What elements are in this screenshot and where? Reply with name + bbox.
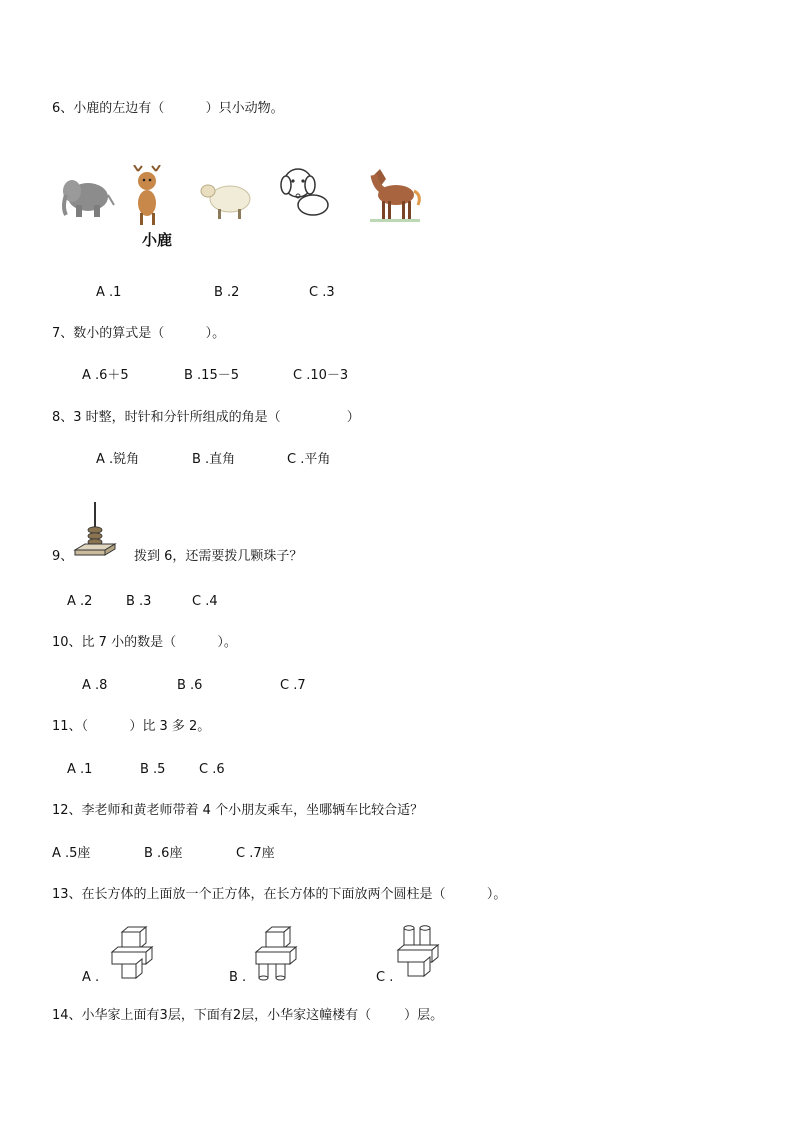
q9-option-b[interactable]: B .3 [126,594,152,609]
q7-option-a[interactable]: A .6＋5 [82,368,129,383]
q13-text: 13、在长方体的上面放一个正方体，在长方体的下面放两个圆柱是（ ）。 [52,887,507,902]
q6-option-c[interactable]: C .3 [309,285,335,300]
horse-icon [370,169,420,222]
elephant-icon [63,180,114,217]
q10-text: 10、比 7 小的数是（ ）。 [52,635,237,650]
sheep-icon [201,185,250,219]
dog-icon [281,169,328,215]
q8-option-c[interactable]: C .平角 [287,452,331,467]
q13-figure-c [396,922,446,982]
q13-figure-a [110,926,156,982]
deer-icon [134,165,160,225]
abacus-icon [72,500,118,558]
q13-option-a[interactable]: A . [82,970,100,985]
q12-option-b[interactable]: B .6座 [144,846,183,861]
q6-option-a[interactable]: A .1 [96,285,122,300]
q11-text: 11、（ ）比 3 多 2。 [52,719,211,734]
q11-option-a[interactable]: A .1 [67,762,93,777]
q9-text: 拨到 6，还需要拨几颗珠子？ [134,549,303,564]
q10-option-b[interactable]: B .6 [177,678,203,693]
q7-text: 7、数小的算式是（ ）。 [52,326,226,341]
q14-text: 14、小华家上面有3层，下面有2层，小华家这幢楼有（ ）层。 [52,1008,444,1023]
q7-option-b[interactable]: B .15－5 [184,368,239,383]
deer-label: 小鹿 [142,231,173,249]
q11-option-b[interactable]: B .5 [140,762,166,777]
q12-option-a[interactable]: A .5座 [52,846,91,861]
q13-option-b[interactable]: B . [229,970,247,985]
q6-animals-illustration [58,165,438,227]
q7-option-c[interactable]: C .10－3 [293,368,349,383]
q12-option-c[interactable]: C .7座 [236,846,275,861]
q8-option-b[interactable]: B .直角 [192,452,236,467]
q13-option-c[interactable]: C . [376,970,394,985]
q9-number: 9、 [52,549,74,564]
q8-text: 8、3 时整，时针和分针所组成的角是（ ） [52,410,360,425]
q9-option-c[interactable]: C .4 [192,594,218,609]
q13-figure-b [254,926,300,982]
q12-text: 12、李老师和黄老师带着 4 个小朋友乘车，坐哪辆车比较合适？ [52,803,424,818]
q6-option-b[interactable]: B .2 [214,285,240,300]
q10-option-a[interactable]: A .8 [82,678,108,693]
q6-text: 6、小鹿的左边有（ ）只小动物。 [52,101,284,116]
q10-option-c[interactable]: C .7 [280,678,306,693]
q11-option-c[interactable]: C .6 [199,762,225,777]
q9-option-a[interactable]: A .2 [67,594,93,609]
q8-option-a[interactable]: A .锐角 [96,452,140,467]
